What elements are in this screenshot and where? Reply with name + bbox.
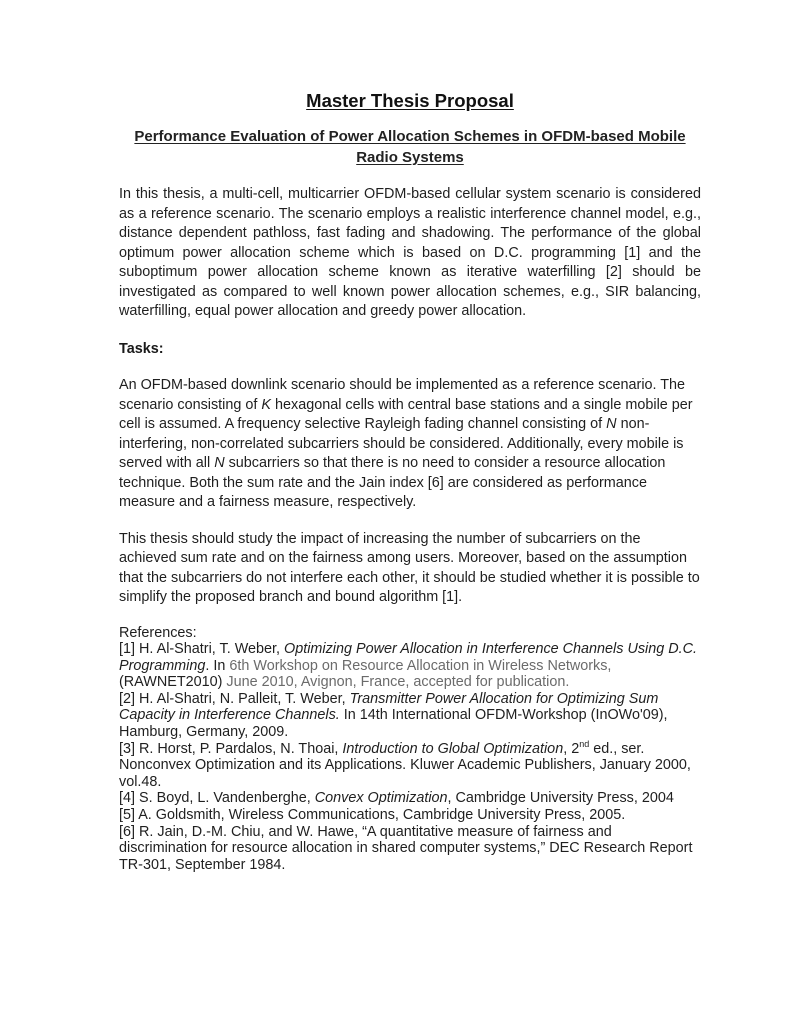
ref4-title: Convex Optimization bbox=[314, 790, 448, 807]
variable-n: N bbox=[214, 455, 225, 471]
task1-text-d: subcarriers so that there is no need to consider a resource allocation technique. Both the sum rate and the Jain index [6] are considered as performance measure and a fairness measure, respectively. bbox=[119, 455, 666, 510]
reference-item-5: [5] A. Goldsmith, Wireless Communications, Cambridge University Press, 2005. bbox=[119, 807, 626, 824]
ref3-tail: ed., ser. Nonconvex Optimization and its Applications. Kluwer Academic Publishers, January 2000, vol.48. bbox=[119, 740, 691, 790]
task-paragraph-2: This thesis should study the impact of increasing the number of subcarriers on the achieved sum rate and on the fairness among users. Moreover, based on the assumption that the subcarriers do not interfere each other, it should be studied whether it is possible to simplify the proposed branch and bound algorithm [1]. bbox=[119, 530, 700, 605]
reference-item-6: [6] R. Jain, D.-M. Chiu, and W. Hawe, “A quantitative measure of fairness and discrimination for resource allocation in shared computer systems,” DEC Research Report TR-301, September 1984. bbox=[119, 823, 693, 873]
variable-k: K bbox=[261, 396, 271, 413]
tasks-heading: Tasks: bbox=[119, 340, 164, 357]
ref4-authors: [4] S. Boyd, L. Vandenberghe, bbox=[119, 790, 315, 807]
ref3-title: Introduction to Global Optimization bbox=[342, 740, 564, 757]
task1-text-c: non-interfering, non-correlated subcarriers should be considered. Additionally, every mobile is served with all bbox=[119, 416, 684, 471]
ref3-edition-sup: nd bbox=[579, 738, 590, 749]
ref3-edition: , 2 bbox=[563, 740, 580, 757]
ref2-authors: [2] H. Al-Shatri, N. Palleit, T. Weber, bbox=[119, 690, 350, 707]
references-section bbox=[119, 625, 701, 874]
task1-text-b: hexagonal cells with central base stations and a single mobile per cell is assumed. A frequency selective Rayleigh fading channel consisting of bbox=[119, 396, 693, 432]
ref4-tail: , Cambridge University Press, 2004 bbox=[447, 790, 674, 807]
ref2-title: Transmitter Power Allocation for Optimizing Sum Capacity in Interference Channels. bbox=[119, 690, 659, 724]
document-page bbox=[119, 88, 701, 873]
thesis-subtitle: Performance Evaluation of Power Allocation Schemes in OFDM-based Mobile Radio Systems bbox=[134, 128, 686, 166]
reference-item-3 bbox=[119, 738, 701, 791]
ref1-mid: . In bbox=[205, 657, 230, 674]
reference-item-4 bbox=[119, 790, 701, 807]
intro-paragraph: In this thesis, a multi-cell, multicarrier OFDM-based cellular system scenario is considered as a reference scenario. The scenario employs a realistic interference channel model, e.g., distance dependent pathloss, fast fading and shadowing. The performance of the global optimum power allocation scheme which is based on D.C. programming [1] and the suboptimum power allocation scheme known as iterative waterfilling [2] should be investigated as compared to well known power allocation schemes, e.g., SIR balancing, waterfilling, equal power allocation and greedy power allocation. bbox=[119, 186, 701, 319]
ref1-tail: June 2010, Avignon, France, accepted for publication. bbox=[222, 674, 570, 691]
ref1-authors: [1] H. Al-Shatri, T. Weber, bbox=[119, 641, 285, 658]
references-heading: References: bbox=[119, 624, 197, 641]
task-paragraph-1 bbox=[119, 376, 701, 513]
ref2-tail: In 14th International OFDM-Workshop (InOWo'09), Hamburg, Germany, 2009. bbox=[119, 707, 668, 741]
variable-n: N bbox=[606, 416, 617, 432]
ref1-venue-abbr: (RAWNET2010) bbox=[119, 674, 223, 691]
reference-item-2 bbox=[119, 691, 701, 741]
page-title: Master Thesis Proposal bbox=[306, 90, 514, 111]
ref1-venue: 6th Workshop on Resource Allocation in Wireless Networks, bbox=[229, 657, 612, 674]
reference-item-1 bbox=[119, 641, 701, 691]
ref1-title: Optimizing Power Allocation in Interference Channels Using D.C. Programming bbox=[119, 641, 698, 674]
task1-text-a: An OFDM-based downlink scenario should be implemented as a reference scenario. The scenario consisting of bbox=[119, 377, 686, 413]
ref3-authors: [3] R. Horst, P. Pardalos, N. Thoai, bbox=[119, 740, 343, 757]
